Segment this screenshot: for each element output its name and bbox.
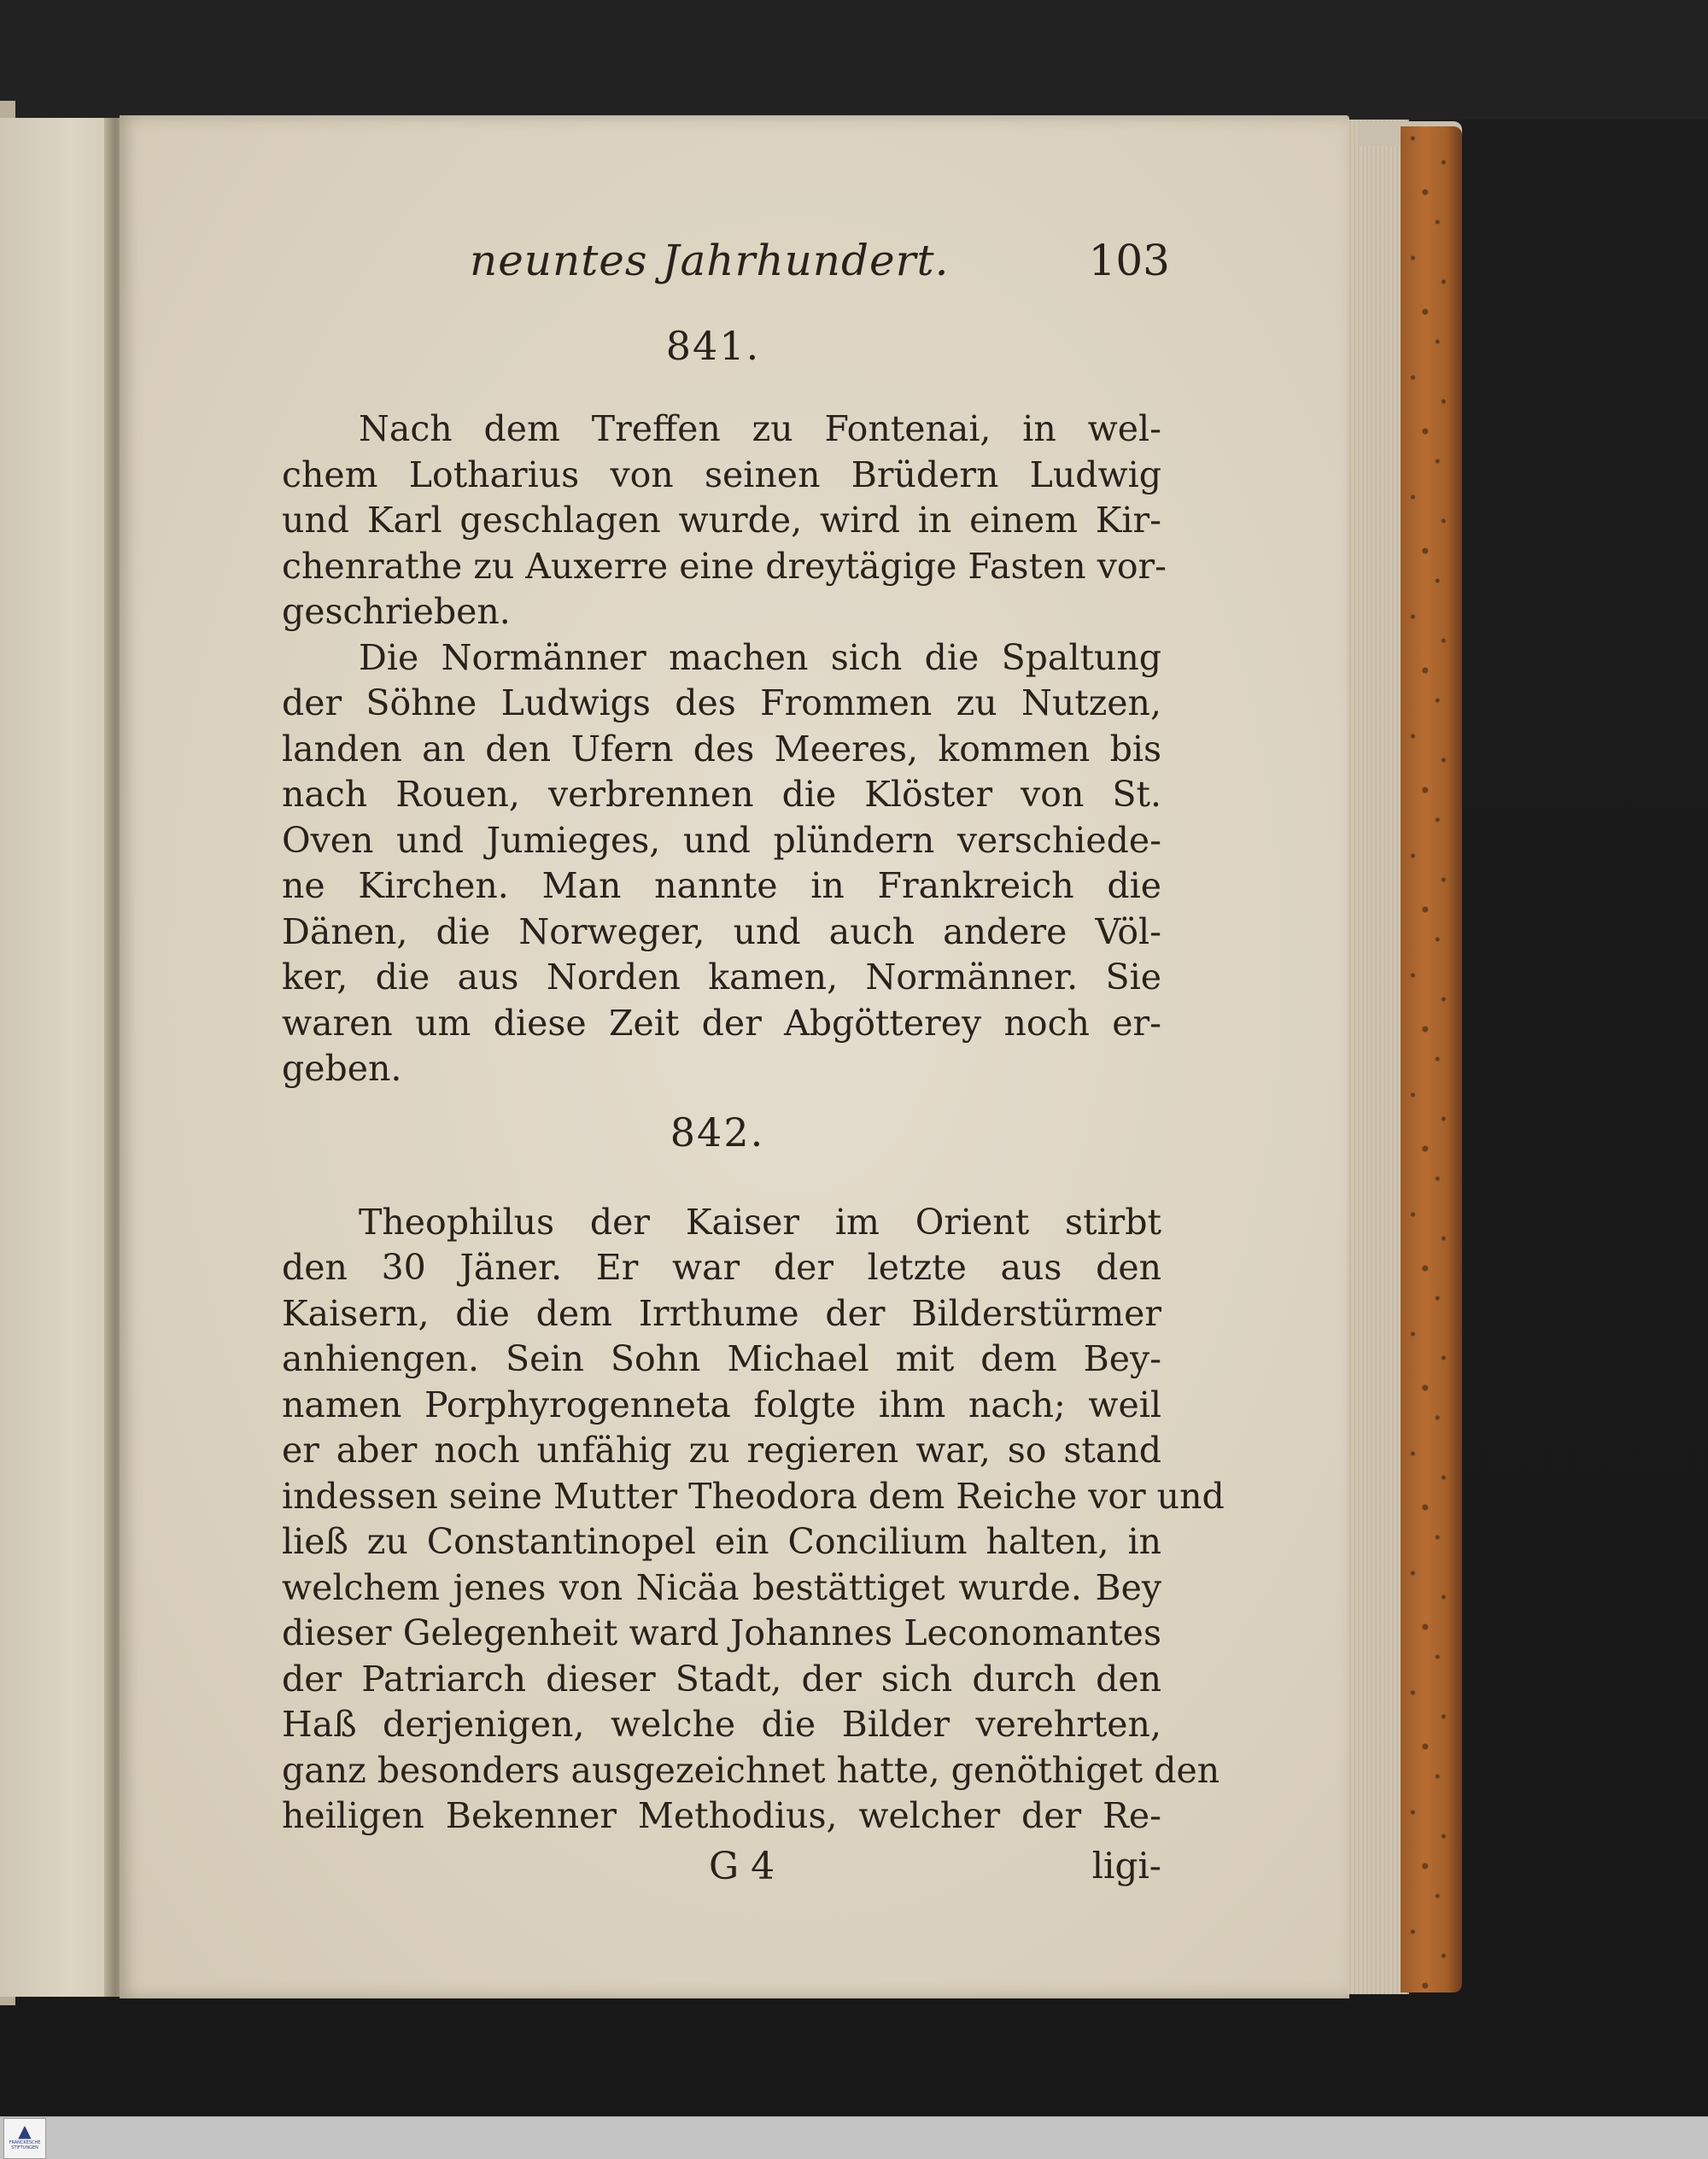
text-line: waren um diese Zeit der Abgötterey noch er- [282, 1002, 1161, 1044]
text-line: chenrathe zu Auxerre eine dreytägige Fasten vor- [282, 545, 1167, 587]
text-line: er aber noch unfähig zu regieren war, so stand [282, 1430, 1161, 1471]
year-heading: 842. [670, 1109, 765, 1156]
catchword: ligi- [1091, 1844, 1161, 1887]
text-line: der Patriarch dieser Stadt, der sich durch den [282, 1658, 1161, 1700]
year-heading: 841. [665, 323, 761, 369]
text-line: geben. [282, 1048, 402, 1089]
viewer-status-bar [0, 2116, 1708, 2159]
text-line: nach Rouen, verbrennen die Klöster von St. [282, 774, 1161, 815]
text-line: Nach dem Treffen zu Fontenai, in wel- [359, 408, 1161, 449]
text-line: den 30 Jäner. Er war der letzte aus den [282, 1247, 1161, 1288]
text-line: Die Normänner machen sich die Spaltung [359, 636, 1161, 678]
text-line: ließ zu Constantinopel ein Concilium halten, in [282, 1521, 1161, 1562]
text-line: landen an den Ufern des Meeres, kommen bis [282, 728, 1161, 769]
text-line: anhiengen. Sein Sohn Michael mit dem Bey- [282, 1338, 1161, 1379]
text-line: Kaisern, die dem Irrthume der Bilderstürmer [282, 1292, 1161, 1334]
text-line: ker, die aus Norden kamen, Normänner. Sie [282, 957, 1161, 998]
paragraph [282, 635, 1161, 1092]
text-line: dieser Gelegenheit ward Johannes Leconomantes [282, 1612, 1161, 1653]
left-page [0, 118, 118, 1997]
leather-cover-edge [1401, 126, 1462, 1992]
text-line: ganz besonders ausgezeichnet hatte, genöthiget den [282, 1749, 1220, 1791]
text-line: Haß derjenigen, welche die Bilder verehrten, [282, 1704, 1161, 1745]
text-line: namen Porphyrogenneta folgte ihm nach; weil [282, 1384, 1161, 1425]
institution-logo-text: FRANCKESCHE STIFTUNGEN [9, 2140, 41, 2150]
page-footer [282, 1845, 1161, 1904]
text-line: heiligen Bekenner Methodius, welcher der Re- [282, 1795, 1161, 1836]
running-title: neuntes Jahrhundert. [470, 236, 950, 285]
backdrop [0, 0, 1708, 120]
paragraph [282, 1200, 1225, 1840]
text-line: ne Kirchen. Man nannte in Frankreich die [282, 865, 1161, 906]
text-line: Dänen, die Norweger, und auch andere Völ- [282, 910, 1161, 952]
signature-mark: G 4 [709, 1844, 775, 1888]
text-line: Oven und Jumieges, und plündern verschiede- [282, 819, 1161, 861]
paragraph [282, 407, 1167, 635]
institution-logo[interactable] [3, 2118, 46, 2159]
text-line: chem Lotharius von seinen Brüdern Ludwig [282, 453, 1161, 495]
institution-logo-icon: ▲ [18, 2121, 32, 2141]
printed-text-block [282, 231, 1225, 1904]
text-line: der Söhne Ludwigs des Frommen zu Nutzen, [282, 682, 1161, 723]
page-number: 103 [1088, 236, 1170, 285]
text-line: und Karl geschlagen wurde, wird in einem Kir- [282, 500, 1161, 541]
running-head [282, 231, 1170, 299]
text-line: geschrieben. [282, 591, 511, 632]
text-line: indessen seine Mutter Theodora dem Reiche vor und [282, 1475, 1225, 1517]
text-line: welchem jenes von Nicäa bestättiget wurde. Bey [282, 1566, 1161, 1608]
text-line: Theophilus der Kaiser im Orient stirbt [359, 1201, 1161, 1243]
